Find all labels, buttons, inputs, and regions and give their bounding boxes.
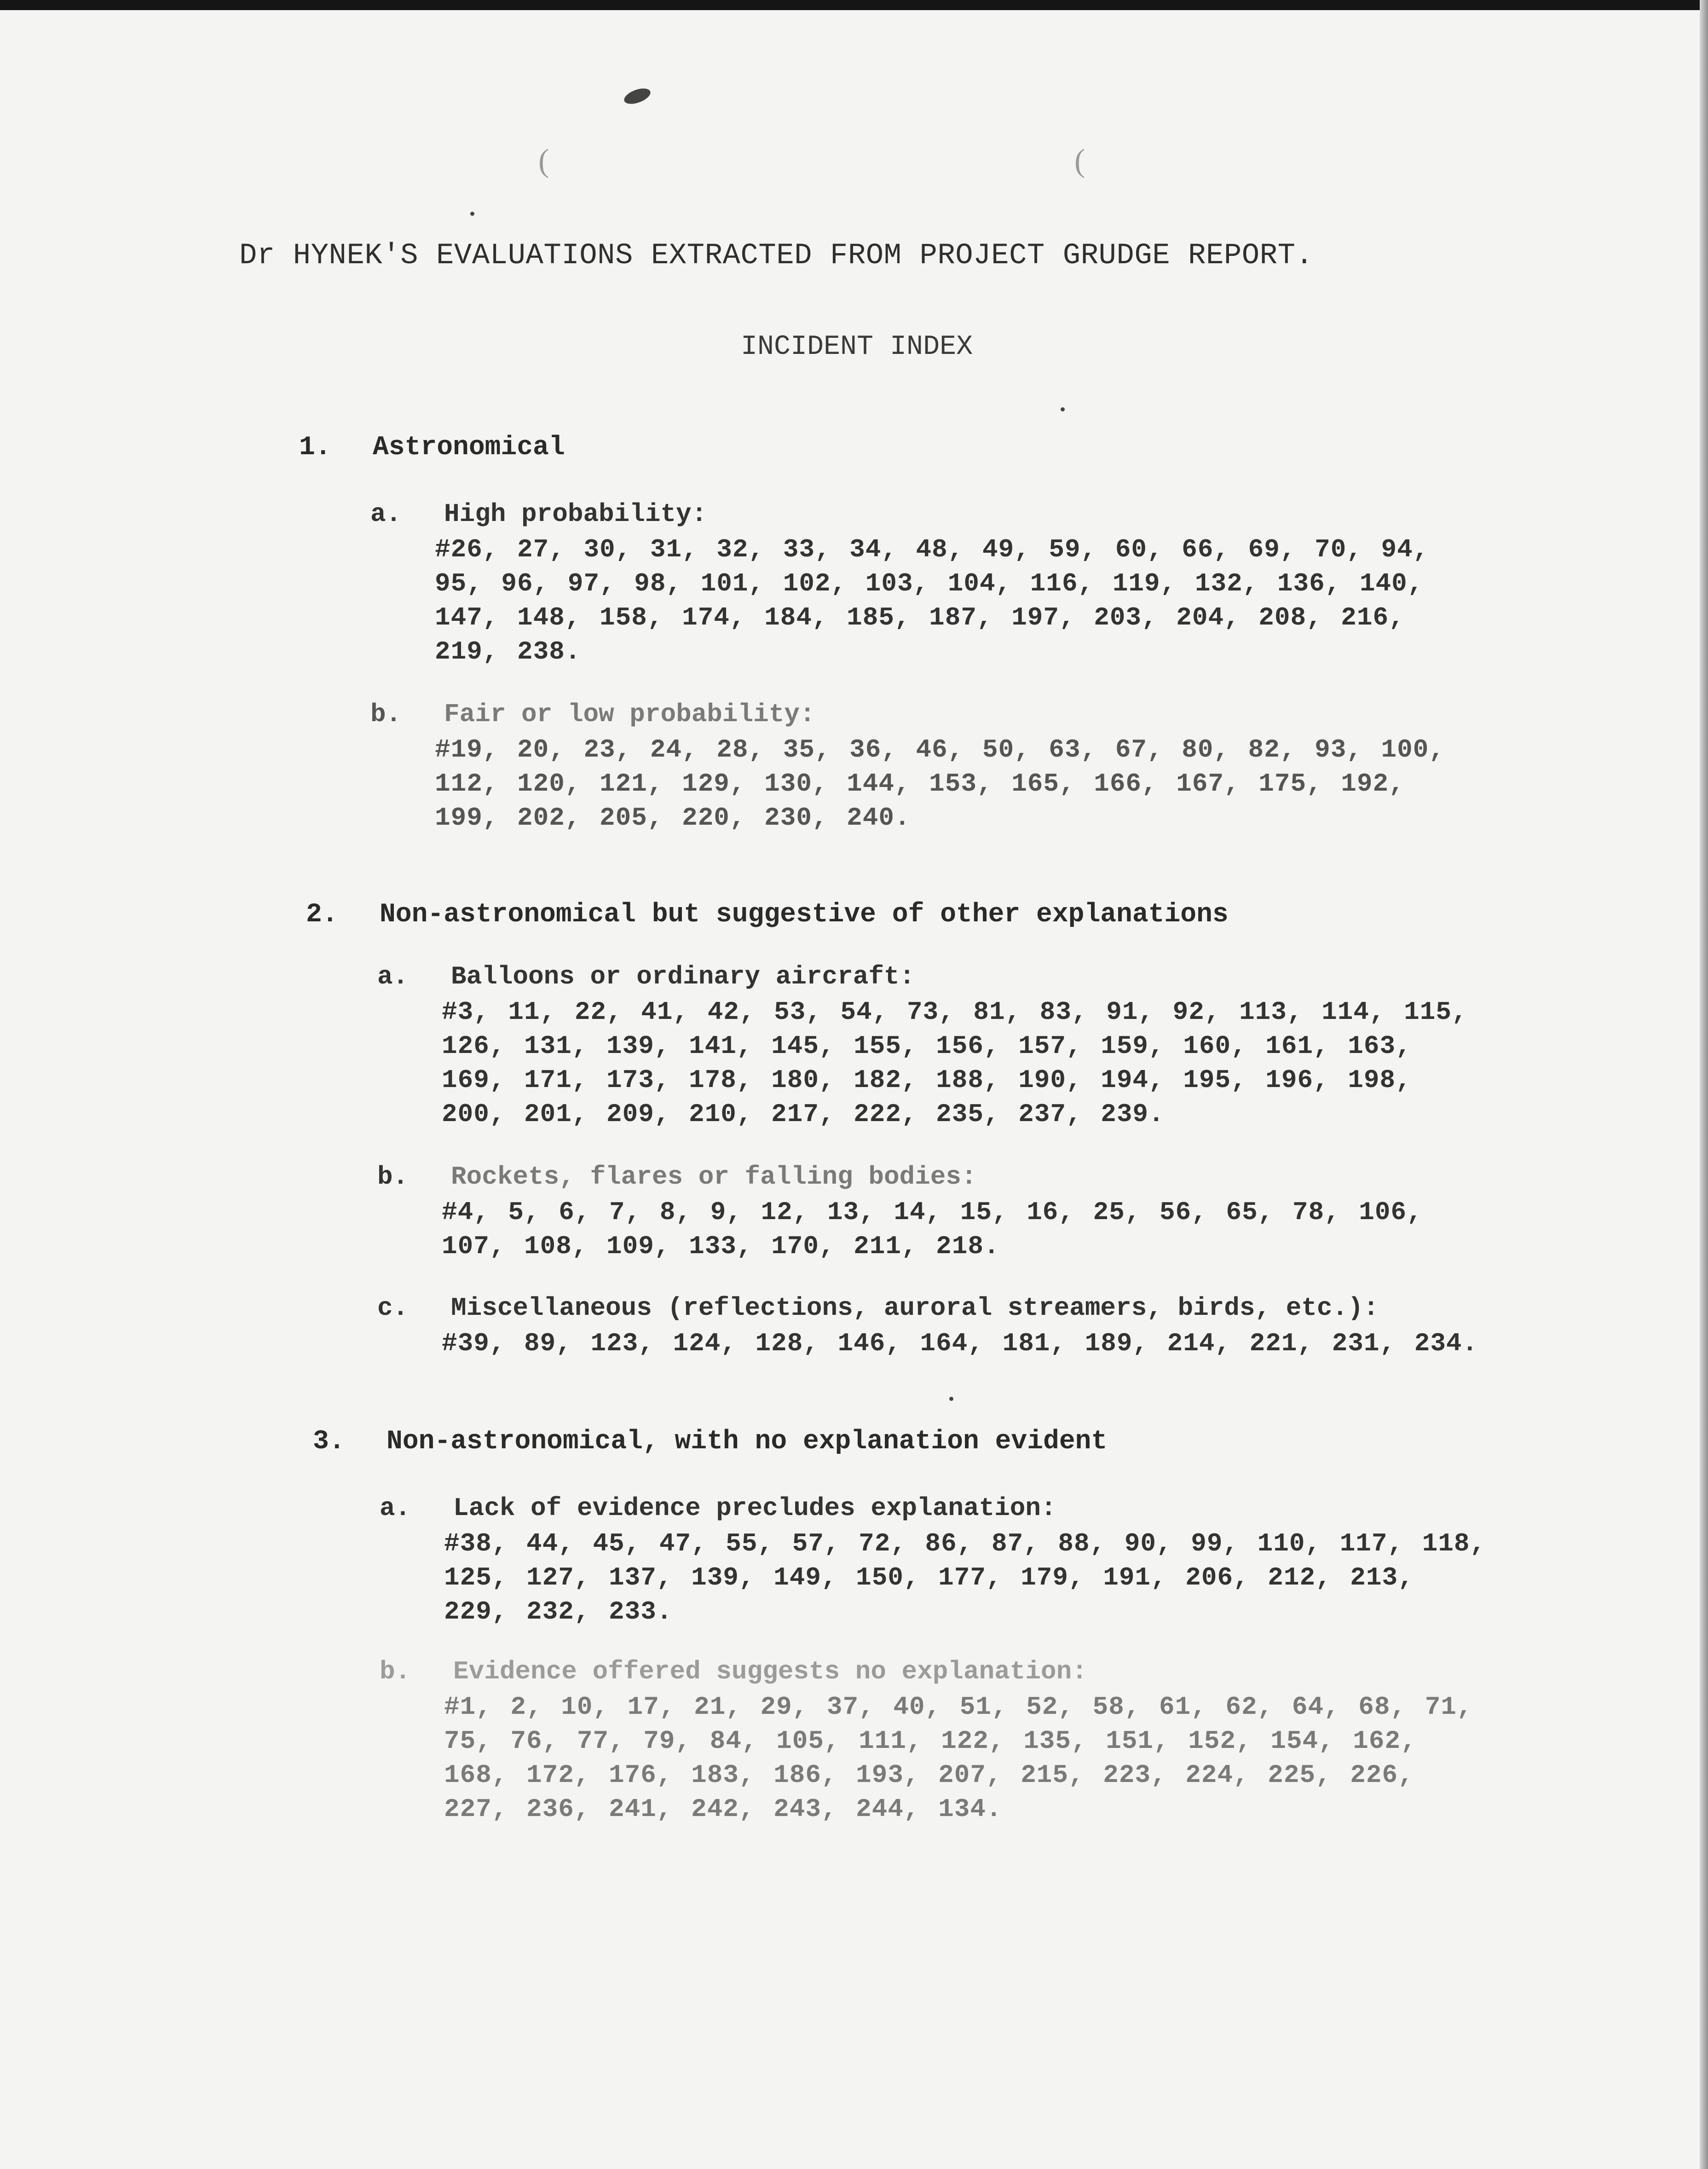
document-subtitle: INCIDENT INDEX bbox=[741, 331, 973, 363]
section-title: Non-astronomical but suggestive of other explanations bbox=[380, 900, 1229, 930]
document-title: Dr HYNEK'S EVALUATIONS EXTRACTED FROM PROJECT GRUDGE REPORT. bbox=[239, 239, 1314, 272]
section-title: Non-astronomical, with no explanation evident bbox=[387, 1427, 1108, 1457]
subsection-heading: Fair or low probability: bbox=[444, 700, 815, 729]
ink-speck bbox=[1061, 407, 1065, 411]
subsection-heading: Miscellaneous (reflections, auroral streamers, birds, etc.): bbox=[451, 1293, 1379, 1323]
subsection-heading: Balloons or ordinary aircraft: bbox=[451, 962, 915, 991]
section-2-heading bbox=[306, 900, 1229, 930]
incident-list: #38, 44, 45, 47, 55, 57, 72, 86, 87, 88, 90, 99, 110, 117, 118, 125, 127, 137, 139, 149, 150, 177, 179, 191, 206, 212, 213, 229, 232, 233. bbox=[444, 1529, 1486, 1626]
subsection-heading: High probability: bbox=[444, 499, 707, 529]
subsection-heading: Rockets, flares or falling bodies: bbox=[451, 1162, 977, 1192]
section-1-heading bbox=[299, 433, 565, 463]
section-title: Astronomical bbox=[373, 433, 565, 463]
incident-list: #3, 11, 22, 41, 42, 53, 54, 73, 81, 83, 91, 92, 113, 114, 115, 126, 131, 139, 141, 145, 155, 156, 157, 159, 160, 161, 163, 169, 171, 173, 178, 180, 182, 188, 190, 194, 195, 196, 198, 200, 201, 209, 210, 217, 222, 235, 237, 239. bbox=[442, 997, 1468, 1129]
subsection-letter: b. bbox=[380, 1657, 411, 1686]
subsection-letter: c. bbox=[377, 1293, 409, 1323]
subsection-letter: b. bbox=[377, 1162, 409, 1192]
subsection-letter: a. bbox=[377, 962, 409, 991]
incident-list: #39, 89, 123, 124, 128, 146, 164, 181, 189, 214, 221, 231, 234. bbox=[442, 1329, 1478, 1358]
scan-top-border bbox=[0, 0, 1708, 10]
ink-speck bbox=[470, 212, 474, 216]
subsection-letter: b. bbox=[370, 700, 402, 729]
section-number: 3. bbox=[313, 1427, 345, 1457]
ink-blot bbox=[622, 86, 652, 107]
ink-speck bbox=[949, 1397, 953, 1401]
subsection-heading: Evidence offered suggests no explanation: bbox=[453, 1657, 1087, 1686]
incident-list: #1, 2, 10, 17, 21, 29, 37, 40, 51, 52, 58, 61, 62, 64, 68, 71, 75, 76, 77, 79, 84, 105, 111, 122, 135, 151, 152, 154, 162, 168, 172, 176, 183, 186, 193, 207, 215, 223, 224, 225, 226, 227, 236, 241, 242, 243, 244, 134. bbox=[444, 1692, 1473, 1824]
subsection-letter: a. bbox=[380, 1493, 411, 1523]
punch-mark-left: ( bbox=[538, 143, 549, 179]
subsection-letter: a. bbox=[370, 499, 402, 529]
incident-list: #26, 27, 30, 31, 32, 33, 34, 48, 49, 59, 60, 66, 69, 70, 94, 95, 96, 97, 98, 101, 102, 103, 104, 116, 119, 132, 136, 140, 147, 148, 158, 174, 184, 185, 187, 197, 203, 204, 208, 216, 219, 238. bbox=[435, 535, 1429, 666]
incident-list: #4, 5, 6, 7, 8, 9, 12, 13, 14, 15, 16, 25, 56, 65, 78, 106, 107, 108, 109, 133, 170, 211, 218. bbox=[442, 1197, 1423, 1261]
incident-list: #19, 20, 23, 24, 28, 35, 36, 46, 50, 63, 67, 80, 82, 93, 100, 112, 120, 121, 129, 130, 144, 153, 165, 166, 167, 175, 192, 199, 202, 205, 220, 230, 240. bbox=[435, 735, 1445, 833]
scan-right-border bbox=[1700, 0, 1708, 2169]
section-number: 1. bbox=[299, 433, 331, 463]
section-3-heading bbox=[313, 1427, 1107, 1457]
punch-mark-right: ( bbox=[1074, 143, 1085, 179]
section-number: 2. bbox=[306, 900, 338, 930]
subsection-heading: Lack of evidence precludes explanation: bbox=[453, 1493, 1056, 1523]
